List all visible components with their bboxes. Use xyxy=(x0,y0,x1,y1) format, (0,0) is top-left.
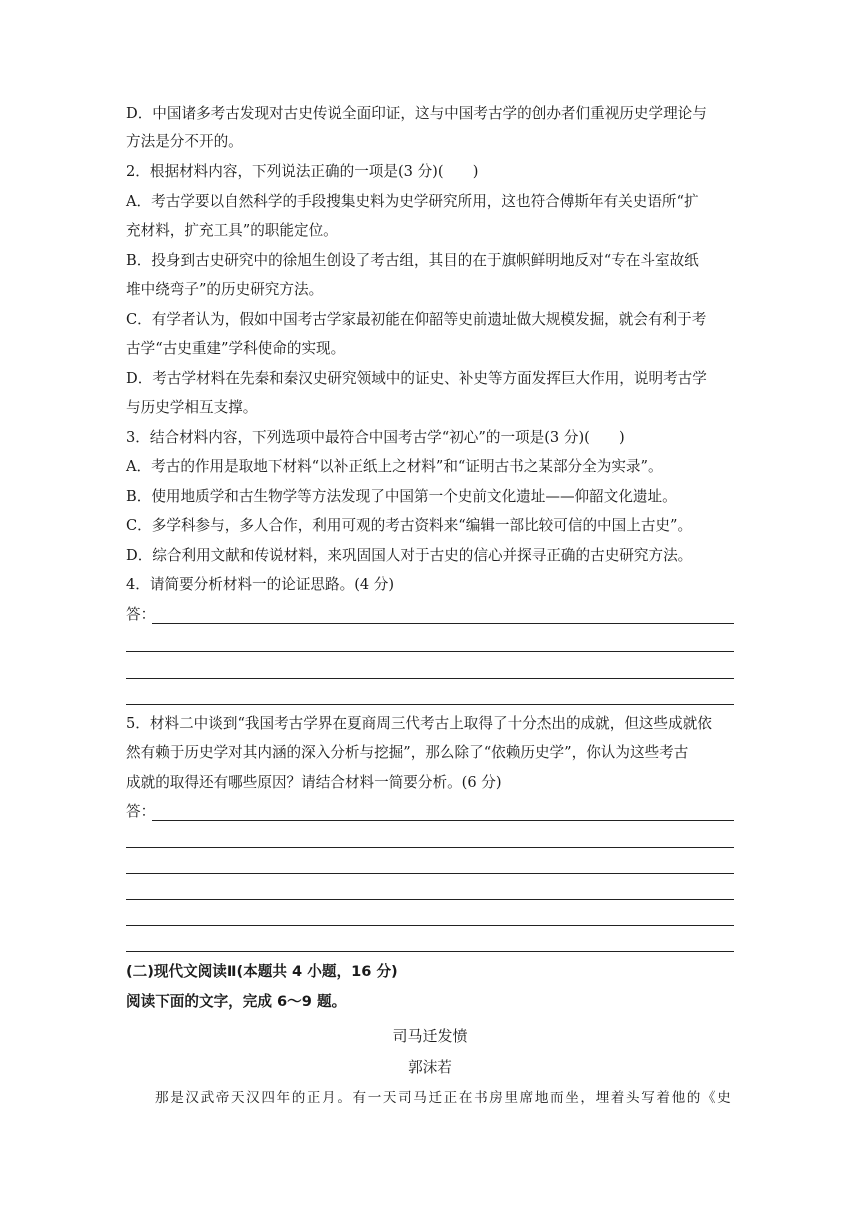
answer-line xyxy=(126,951,734,952)
answer-line xyxy=(126,704,734,705)
q1-option-d-line1: D．中国诸多考古发现对古史传说全面印证，这与中国考古学的创办者们重视历史学理论与 xyxy=(126,105,707,122)
article-author: 郭沫若 xyxy=(408,1059,452,1076)
q3-option-a: A．考古的作用是取地下材料“以补正纸上之材料”和“证明古书之某部分全为实录”。 xyxy=(126,458,663,475)
answer-line xyxy=(126,678,734,679)
q5-stem-line2: 然有赖于历史学对其内涵的深入分析与挖掘”，那么除了“依赖历史学”，你认为这些考古 xyxy=(126,744,689,761)
q2-option-d-line2: 与历史学相互支撑。 xyxy=(126,399,258,416)
q5-answer-label: 答： xyxy=(126,803,156,820)
answer-line xyxy=(152,623,734,624)
q2-option-b-line2: 堆中绕弯子”的历史研究方法。 xyxy=(126,281,324,298)
q2-option-c-line1: C．有学者认为，假如中国考古学家最初能在仰韶等史前遗址做大规模发掘，就会有利于考 xyxy=(126,311,707,328)
q5-answer-area[interactable] xyxy=(126,802,734,822)
q2-option-d-line1: D．考古学材料在先秦和秦汉史研究领域中的证史、补史等方面发挥巨大作用，说明考古学 xyxy=(126,370,707,387)
q4-answer-area[interactable] xyxy=(126,605,734,625)
answer-line xyxy=(126,925,734,926)
q3-option-b: B．使用地质学和古生物学等方法发现了中国第一个史前文化遗址——仰韶文化遗址。 xyxy=(126,488,677,505)
article-title: 司马迁发愤 xyxy=(392,1027,468,1045)
q2-stem: 2．根据材料内容，下列说法正确的一项是(3 分)( ) xyxy=(126,163,479,180)
answer-line xyxy=(126,651,734,652)
q2-option-a-line2: 充材料，扩充工具”的职能定位。 xyxy=(126,222,338,239)
article-first-line: 那是汉武帝天汉四年的正月。有一天司马迁正在书房里席地而坐，埋着头写着他的《史 xyxy=(155,1090,733,1106)
q4-answer-label: 答： xyxy=(126,606,156,623)
q3-option-d: D．综合利用文献和传说材料，来巩固国人对于古史的信心并探寻正确的古史研究方法。 xyxy=(126,547,693,564)
answer-line xyxy=(126,873,734,874)
q1-option-d-line2: 方法是分不开的。 xyxy=(126,133,243,150)
q3-option-c: C．多学科参与，多人合作，利用可观的考古资料来“编辑一部比较可信的中国上古史”。 xyxy=(126,517,693,534)
section-heading: (二)现代文阅读Ⅱ(本题共 4 小题，16 分) xyxy=(126,963,398,980)
answer-line xyxy=(126,847,734,848)
q2-option-a-line1: A．考古学要以自然科学的手段搜集史料为史学研究所用，这也符合傅斯年有关史语所“扩 xyxy=(126,193,699,210)
q3-stem: 3．结合材料内容，下列选项中最符合中国考古学“初心”的一项是(3 分)( ) xyxy=(126,429,625,446)
answer-line xyxy=(152,820,734,821)
answer-line xyxy=(126,899,734,900)
q2-option-b-line1: B．投身到古史研究中的徐旭生创设了考古组，其目的在于旗帜鲜明地反对“专在斗室故纸 xyxy=(126,252,699,269)
q2-option-c-line2: 古学“古史重建”学科使命的实现。 xyxy=(126,340,346,357)
q4-stem: 4．请简要分析材料一的论证思路。(4 分) xyxy=(126,576,395,593)
q5-stem-line3: 成就的取得还有哪些原因？请结合材料一简要分析。(6 分) xyxy=(126,774,502,791)
section-intro: 阅读下面的文字，完成 6～9 题。 xyxy=(126,993,347,1010)
q5-stem-line1: 5．材料二中谈到“我国考古学界在夏商周三代考古上取得了十分杰出的成就，但这些成就依 xyxy=(126,715,712,732)
